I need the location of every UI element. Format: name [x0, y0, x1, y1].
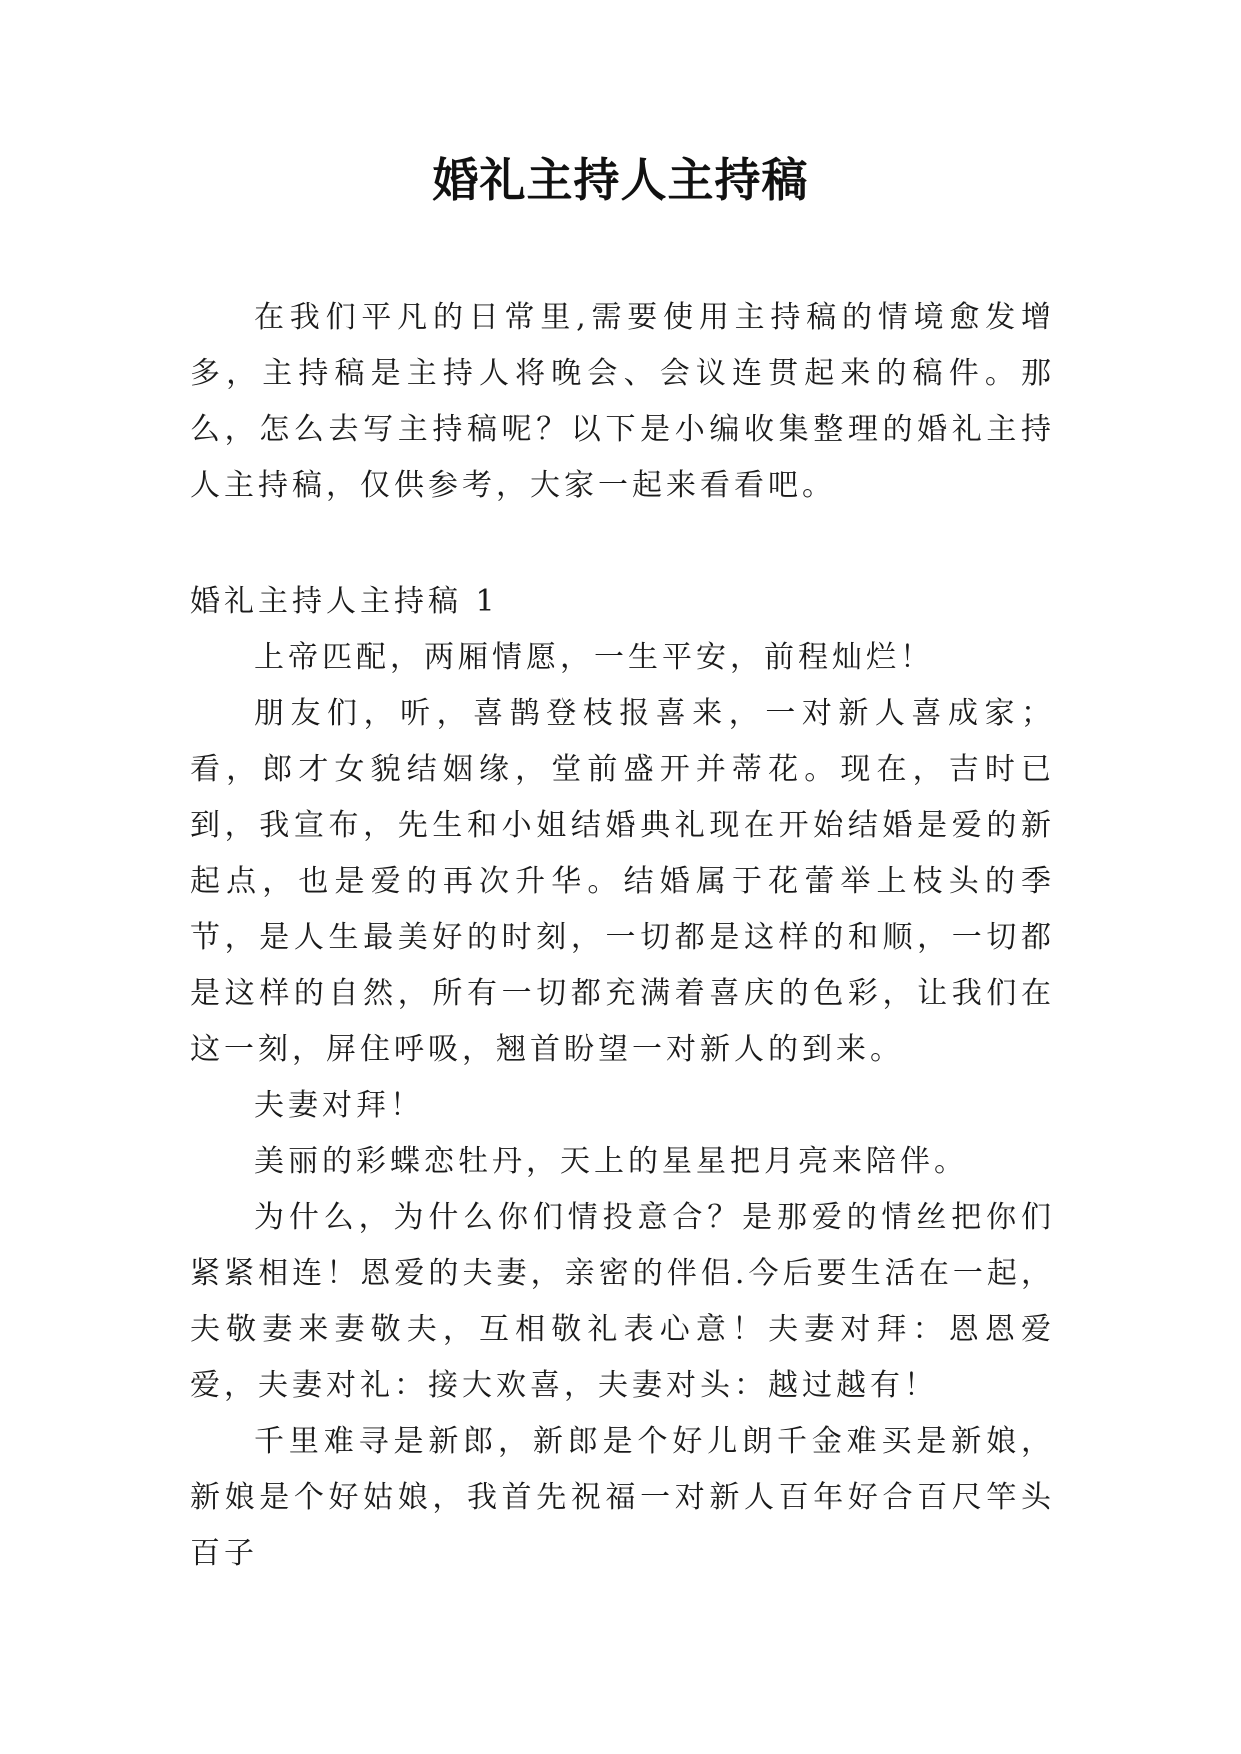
body-paragraph: 美丽的彩蝶恋牡丹，天上的星星把月亮来陪伴。 — [254, 1144, 968, 1179]
body-paragraph: 朋友们，听，喜鹊登枝报喜来，一对新人喜成家；看，郎才女貌结姻缘，堂前盛开并蒂花。现在，吉时已到，我宣布，先生和小姐结婚典礼现在开始结婚是爱的新起点，也是爱的再次升华。结婚属于花蕾举上枝头的季节，是人生最美好的时刻，一切都是这样的和顺，一切都是这样的自然，所有一切都充满着喜庆的色彩，让我们在这一刻，屏住呼吸，翘首盼望一对新人的到来。 — [190, 696, 1055, 1067]
body-paragraph: 为什么，为什么你们情投意合？是那爱的情丝把你们紧紧相连！恩爱的夫妻，亲密的伴侣.今后要生活在一起，夫敬妻来妻敬夫，互相敬礼表心意！夫妻对拜：恩恩爱爱，夫妻对礼：接大欢喜，夫妻对头：越过越有！ — [190, 1200, 1055, 1403]
body-paragraph: 千里难寻是新郎，新郎是个好儿朗千金难买是新娘，新娘是个好姑娘，我首先祝福一对新人百年好合百尺竿头百子 — [190, 1424, 1055, 1571]
section-heading: 婚礼主持人主持稿 1 — [190, 584, 499, 619]
section-gap — [190, 514, 1055, 574]
body-paragraph: 上帝匹配，两厢情愿，一生平安，前程灿烂！ — [254, 640, 934, 675]
body-paragraph: 夫妻对拜！ — [254, 1088, 424, 1123]
intro-paragraph: 在我们平凡的日常里,需要使用主持稿的情境愈发增多，主持稿是主持人将晚会、会议连贯起来的稿件。那么，怎么去写主持稿呢？以下是小编收集整理的婚礼主持人主持稿，仅供参考，大家一起来看看吧。 — [190, 300, 1055, 503]
document-body — [190, 290, 1055, 1582]
document-title: 婚礼主持人主持稿 — [432, 153, 809, 207]
